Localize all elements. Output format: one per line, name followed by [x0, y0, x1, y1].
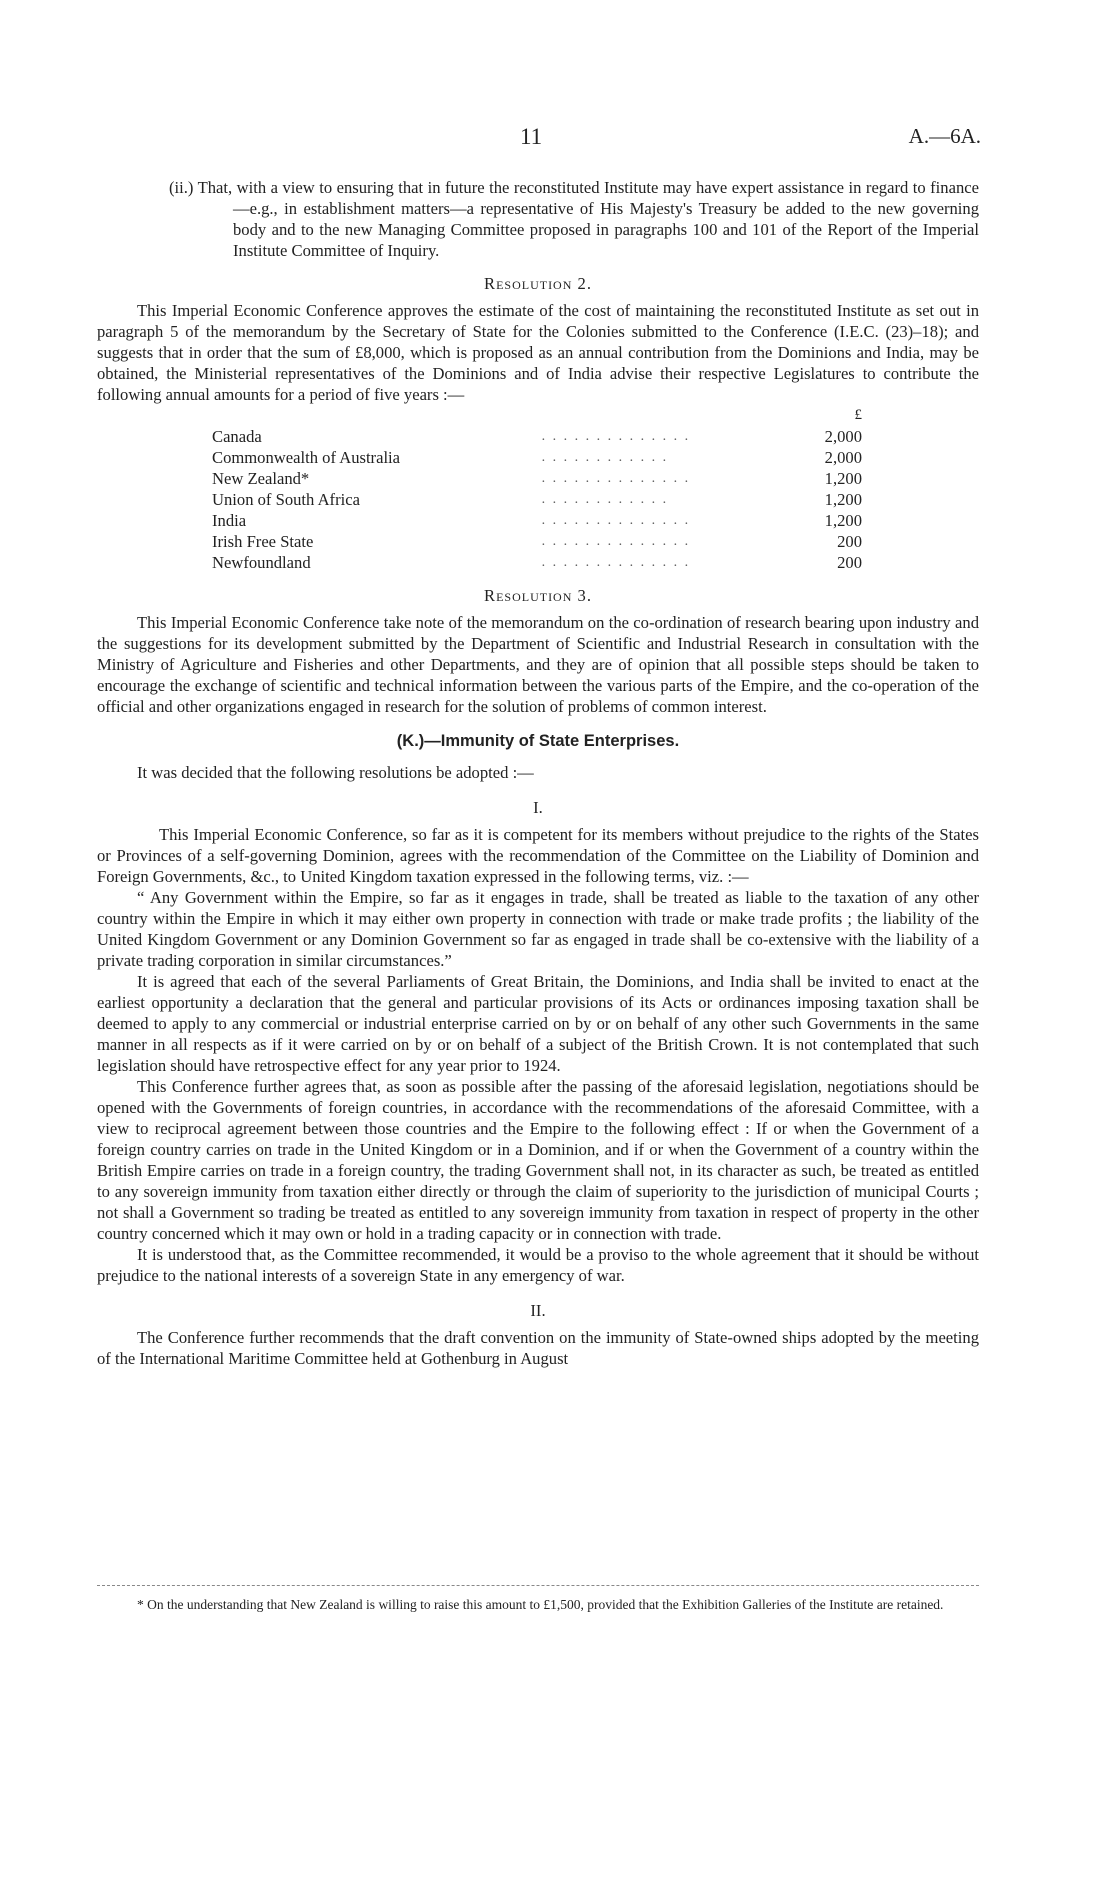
leader-dots: . . . . . . . . . . . . . . — [541, 429, 691, 444]
contributor-amount: 200 — [837, 553, 862, 572]
page-number: 11 — [520, 124, 543, 149]
contributor-amount: 1,200 — [824, 490, 862, 509]
document-reference: A.—6A. — [908, 124, 981, 148]
leader-dots: . . . . . . . . . . . . — [541, 450, 669, 465]
contributor-name: Canada — [212, 427, 262, 446]
contributor-name: India — [212, 511, 247, 530]
page-header — [0, 124, 1114, 154]
table-row — [212, 552, 862, 573]
part-i-paragraph-4: It is understood that, as the Committee recommended, it would be a proviso to the whole agreement that it should be without prejudice to the national interests of a sovereign State in any emergency of war. — [97, 1245, 979, 1285]
part-i-numeral: I. — [533, 798, 543, 817]
footnote-divider — [97, 1585, 979, 1586]
part-i-paragraph-2: It is agreed that each of the several Parliaments of Great Britain, the Dominions, and India shall be invited to enact at the earliest opportunity a declaration that the general and particular provisions of its Acts or ordinances imposing taxation shall be deemed to apply to any commercial or industrial enterprise carried on by or on behalf of any other such Governments in the same manner in all respects as if it were carried on by or on behalf of a subject of the British Crown. It is not contemplated that such legislation should have retrospective effect for any year prior to 1924. — [97, 972, 979, 1075]
contributor-amount: 200 — [837, 532, 862, 551]
section-k-intro: It was decided that the following resolutions be adopted :— — [137, 763, 534, 782]
contributor-name: Union of South Africa — [212, 490, 360, 509]
resolution-3-heading: Resolution 3. — [484, 586, 592, 605]
footnote: * On the understanding that New Zealand is willing to raise this amount to £1,500, provided that the Exhibition Galleries of the Institute are retained. — [137, 1597, 944, 1612]
table-row — [212, 489, 862, 510]
table-header-row — [212, 405, 862, 426]
contributions-table — [212, 405, 862, 573]
section-k-heading: (K.)—Immunity of State Enterprises. — [396, 732, 680, 750]
part-i-paragraph-3: This Conference further agrees that, as soon as possible after the passing of the aforesaid legislation, negotiations should be opened with the Governments of foreign countries, in accordance with the recommendations of the aforesaid Committee, with a view to reciprocal agreement between those countries and the Empire to the following effect : If or when the Government of a foreign country carries on trade in the United Kingdom or in a Dominion, and if or when the Government of a country within the British Empire carries on trade in a foreign country, the trading Government shall not, in its character as such, be treated as entitled to any sovereign immunity from taxation either directly or through the claim of superiority to the jurisdiction of municipal Courts ; not shall a Government so trading be treated as entitled to any sovereign immunity from taxation in respect of property in the other country concerned which it may own or hold in a trading capacity or in connection with trade. — [97, 1077, 979, 1243]
table-row — [212, 468, 862, 489]
contributor-name: Irish Free State — [212, 532, 314, 551]
paragraph-ii: (ii.) That, with a view to ensuring that in future the reconstituted Institute may have expert assistance in regard to finance—e.g., in establishment matters—a representative of His Majesty's Treasury be added to the new governing body and to the new Managing Committee proposed in paragraphs 100 and 101 of the Report of the Imperial Institute Committee of Inquiry. — [169, 178, 979, 260]
part-ii-numeral: II. — [530, 1301, 546, 1320]
page-body — [97, 177, 979, 1369]
leader-dots: . . . . . . . . . . . . . . — [541, 513, 691, 528]
leader-dots: . . . . . . . . . . . . — [541, 492, 669, 507]
leader-dots: . . . . . . . . . . . . . . — [541, 555, 691, 570]
contributor-name: Newfoundland — [212, 553, 311, 572]
currency-symbol: £ — [854, 407, 862, 423]
table-row — [212, 426, 862, 447]
contributor-amount: 1,200 — [824, 511, 862, 530]
table-row — [212, 510, 862, 531]
part-ii-paragraph-1: The Conference further recommends that the draft convention on the immunity of State-owned ships adopted by the meeting of the International Maritime Committee held at Gothenburg in August — [97, 1328, 979, 1368]
resolution-2-heading: Resolution 2. — [484, 274, 592, 293]
contributor-amount: 2,000 — [824, 448, 862, 467]
contributor-name: Commonwealth of Australia — [212, 448, 401, 467]
resolution-2-text: This Imperial Economic Conference approves the estimate of the cost of maintaining the reconstituted Institute as set out in paragraph 5 of the memorandum by the Secretary of State for the Colonies submitted to the Conference (I.E.C. (23)–18); and suggests that in order that the sum of £8,000, which is proposed as an annual contribution from the Dominions and India, may be obtained, the Ministerial representatives of the Dominions and of India advise their respective Legislatures to contribute the following annual amounts for a period of five years :— — [97, 301, 979, 404]
leader-dots: . . . . . . . . . . . . . . — [541, 471, 691, 486]
contributor-amount: 2,000 — [824, 427, 862, 446]
part-i-quotation: “ Any Government within the Empire, so far as it engages in trade, shall be treated as liable to the taxation of any other country within the Empire in which it may either own property in connection with trade or make trade profits ; the liability of the United Kingdom Government or any Dominion Government so far as engaged in trade shall be co-extensive with the liability of a private trading corporation in similar circumstances.” — [97, 888, 979, 970]
contributor-amount: 1,200 — [824, 469, 862, 488]
leader-dots: . . . . . . . . . . . . . . — [541, 534, 691, 549]
table-row — [212, 447, 862, 468]
resolution-3-text: This Imperial Economic Conference take note of the memorandum on the co-ordination of research bearing upon industry and the suggestions for its development submitted by the Department of Scientific and Industrial Research in consultation with the Ministry of Agriculture and Fisheries and other Departments, and they are of opinion that all possible steps should be taken to encourage the exchange of scientific and technical information between the various parts of the Empire, and the co-operation of the official and other organizations engaged in research for the solution of problems of common interest. — [97, 613, 979, 716]
table-row — [212, 531, 862, 552]
part-i-paragraph-1: This Imperial Economic Conference, so far as it is competent for its members without prejudice to the rights of the States or Provinces of a self-governing Dominion, agrees with the recommendation of the Committee on the Liability of Dominion and Foreign Governments, &c., to United Kingdom taxation expressed in the following terms, viz. :— — [97, 825, 979, 886]
contributor-name: New Zealand* — [212, 469, 310, 488]
